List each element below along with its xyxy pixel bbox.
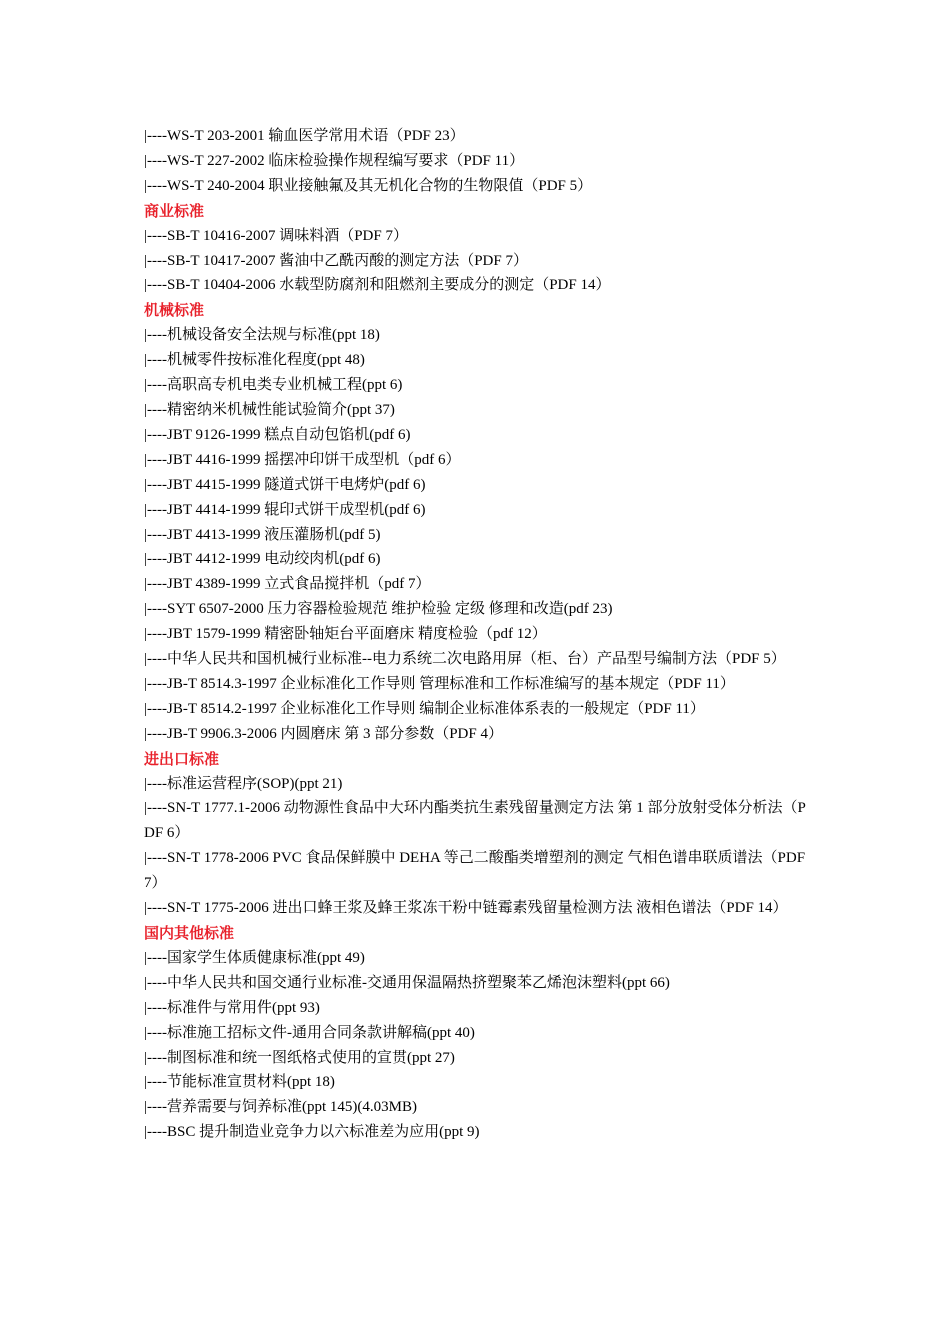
list-item: |----SN-T 1778-2006 PVC 食品保鲜膜中 DEHA 等己二酸酯类增塑剂的测定 气相色谱串联质谱法（PDF 7） — [144, 850, 806, 892]
section-heading: 进出口标准 — [144, 749, 220, 768]
list-item: |----机械设备安全法规与标准(ppt 18) — [144, 327, 380, 344]
list-item: |----JBT 1579-1999 精密卧轴矩台平面磨床 精度检验（pdf 12） — [144, 626, 547, 643]
section-heading: 机械标准 — [144, 301, 205, 320]
list-item: |----中华人民共和国机械行业标准--电力系统二次电路用屏（柜、台）产品型号编制方法（PDF 5） — [144, 651, 786, 668]
list-item: |----中华人民共和国交通行业标准-交通用保温隔热挤塑聚苯乙烯泡沫塑料(ppt 66) — [144, 974, 670, 991]
list-item: |----标准施工招标文件-通用合同条款讲解稿(ppt 40) — [144, 1024, 475, 1041]
list-item: |----JBT 4413-1999 液压灌肠机(pdf 5) — [144, 526, 381, 543]
list-item: |----营养需要与饲养标准(ppt 145)(4.03MB) — [144, 1099, 417, 1116]
list-item: |----SN-T 1777.1-2006 动物源性食品中大环内酯类抗生素残留量测定方法 第 1 部分放射受体分析法（PDF 6） — [144, 800, 806, 842]
list-item: |----国家学生体质健康标准(ppt 49) — [144, 949, 365, 966]
list-item: |----SB-T 10417-2007 酱油中乙酰丙酸的测定方法（PDF 7） — [144, 252, 528, 269]
list-item: |----JB-T 9906.3-2006 内圆磨床 第 3 部分参数（PDF 4） — [144, 725, 503, 742]
list-item: |----制图标准和统一图纸格式使用的宣贯(ppt 27) — [144, 1049, 455, 1066]
list-item: |----JBT 4389-1999 立式食品搅拌机（pdf 7） — [144, 576, 431, 593]
list-item: |----机械零件按标准化程度(ppt 48) — [144, 352, 365, 369]
section-heading: 国内其他标准 — [144, 924, 235, 942]
list-item: |----SB-T 10404-2006 水载型防腐剂和阻燃剂主要成分的测定（PDF 14） — [144, 277, 611, 294]
list-item: |----精密纳米机械性能试验简介(ppt 37) — [144, 401, 395, 418]
list-item: |----JBT 4416-1999 摇摆冲印饼干成型机（pdf 6） — [144, 451, 461, 468]
list-item: |----JB-T 8514.2-1997 企业标准化工作导则 编制企业标准体系表的一般规定（PDF 11） — [144, 700, 705, 717]
list-item: |----高职高专机电类专业机械工程(ppt 6) — [144, 377, 403, 394]
list-item: |----节能标准宣贯材料(ppt 18) — [144, 1074, 335, 1091]
list-item: |----标准运营程序(SOP)(ppt 21) — [144, 775, 343, 792]
section-heading: 商业标准 — [144, 201, 205, 220]
list-item: |----SB-T 10416-2007 调味料酒（PDF 7） — [144, 227, 408, 244]
list-item: |----JBT 9126-1999 糕点自动包馅机(pdf 6) — [144, 426, 411, 443]
list-item: |----JBT 4414-1999 辊印式饼干成型机(pdf 6) — [144, 501, 426, 518]
list-item: |----标准件与常用件(ppt 93) — [144, 999, 320, 1016]
list-item: |----WS-T 240-2004 职业接触氟及其无机化合物的生物限值（PDF 5） — [144, 177, 593, 194]
list-item: |----JBT 4415-1999 隧道式饼干电烤炉(pdf 6) — [144, 476, 426, 493]
document-body — [144, 124, 808, 1145]
list-item: |----SN-T 1775-2006 进出口蜂王浆及蜂王浆冻干粉中链霉素残留量检测方法 液相色谱法（PDF 14） — [144, 900, 788, 917]
list-item: |----JBT 4412-1999 电动绞肉机(pdf 6) — [144, 551, 381, 568]
list-item: |----BSC 提升制造业竞争力以六标准差为应用(ppt 9) — [144, 1124, 480, 1141]
list-item: |----JB-T 8514.3-1997 企业标准化工作导则 管理标准和工作标准编写的基本规定（PDF 11） — [144, 675, 735, 692]
list-item: |----WS-T 227-2002 临床检验操作规程编写要求（PDF 11） — [144, 152, 525, 169]
list-item: |----SYT 6507-2000 压力容器检验规范 维护检验 定级 修理和改造(pdf 23) — [144, 601, 613, 618]
list-item: |----WS-T 203-2001 输血医学常用术语（PDF 23） — [144, 128, 465, 144]
